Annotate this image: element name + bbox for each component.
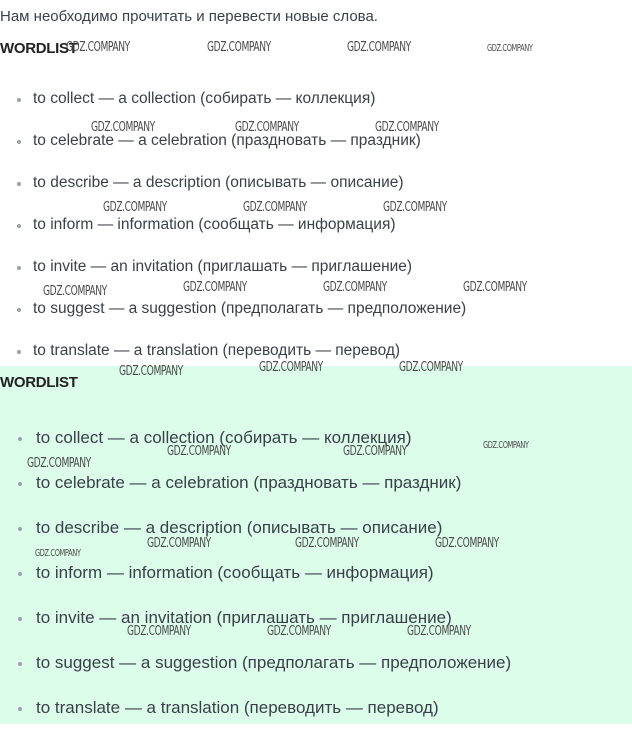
wordlist-highlighted bbox=[0, 426, 511, 741]
list-item: to suggest — a suggestion (предполагать — предположение) bbox=[0, 298, 466, 340]
watermark: GDZ.COMPANY bbox=[483, 440, 529, 451]
watermark: GDZ.COMPANY bbox=[347, 40, 411, 55]
watermark: GDZ.COMPANY bbox=[127, 624, 191, 639]
watermark: GDZ.COMPANY bbox=[383, 200, 447, 215]
list-item: to translate — a translation (переводить — перевод) bbox=[0, 696, 511, 741]
watermark: GDZ.COMPANY bbox=[435, 536, 499, 551]
watermark: GDZ.COMPANY bbox=[43, 284, 107, 299]
watermark: GDZ.COMPANY bbox=[119, 364, 183, 379]
list-item: to invite — an invitation (приглашать — приглашение) bbox=[0, 256, 466, 298]
watermark: GDZ.COMPANY bbox=[66, 40, 130, 55]
watermark: GDZ.COMPANY bbox=[183, 280, 247, 295]
watermark: GDZ.COMPANY bbox=[207, 40, 271, 55]
watermark: GDZ.COMPANY bbox=[259, 360, 323, 375]
list-item: to describe — a description (описывать — описание) bbox=[0, 516, 511, 561]
watermark: GDZ.COMPANY bbox=[91, 120, 155, 135]
watermark: GDZ.COMPANY bbox=[375, 120, 439, 135]
wordlist-heading: WORDLIST bbox=[0, 40, 78, 57]
watermark: GDZ.COMPANY bbox=[463, 280, 527, 295]
watermark: GDZ.COMPANY bbox=[27, 456, 91, 471]
intro-text: Нам необходимо прочитать и перевести новые слова. bbox=[0, 8, 378, 25]
list-item: to suggest — a suggestion (предполагать — предположение) bbox=[0, 651, 511, 696]
watermark: GDZ.COMPANY bbox=[407, 624, 471, 639]
watermark: GDZ.COMPANY bbox=[399, 360, 463, 375]
list-item: to describe — a description (описывать — описание) bbox=[0, 172, 466, 214]
watermark: GDZ.COMPANY bbox=[487, 43, 533, 54]
list-item: to translate — a translation (переводить — перевод) bbox=[0, 340, 466, 382]
watermark: GDZ.COMPANY bbox=[343, 444, 407, 459]
watermark: GDZ.COMPANY bbox=[235, 120, 299, 135]
watermark: GDZ.COMPANY bbox=[243, 200, 307, 215]
list-item: to inform — information (сообщать — информация) bbox=[0, 214, 466, 256]
list-item: to celebrate — a celebration (праздновать — праздник) bbox=[0, 130, 466, 172]
list-item: to collect — a collection (собирать — коллекция) bbox=[0, 88, 466, 130]
list-item: to collect — a collection (собирать — коллекция) bbox=[0, 426, 511, 471]
watermark: GDZ.COMPANY bbox=[323, 280, 387, 295]
watermark: GDZ.COMPANY bbox=[167, 444, 231, 459]
list-item: to invite — an invitation (приглашать — приглашение) bbox=[0, 606, 511, 651]
list-item: to celebrate — a celebration (праздновать — праздник) bbox=[0, 471, 511, 516]
watermark: GDZ.COMPANY bbox=[295, 536, 359, 551]
watermark: GDZ.COMPANY bbox=[103, 200, 167, 215]
watermark: GDZ.COMPANY bbox=[35, 548, 81, 559]
watermark: GDZ.COMPANY bbox=[147, 536, 211, 551]
wordlist-heading-highlighted: WORDLIST bbox=[0, 374, 78, 391]
list-item: to inform — information (сообщать — информация) bbox=[0, 561, 511, 606]
watermark: GDZ.COMPANY bbox=[267, 624, 331, 639]
